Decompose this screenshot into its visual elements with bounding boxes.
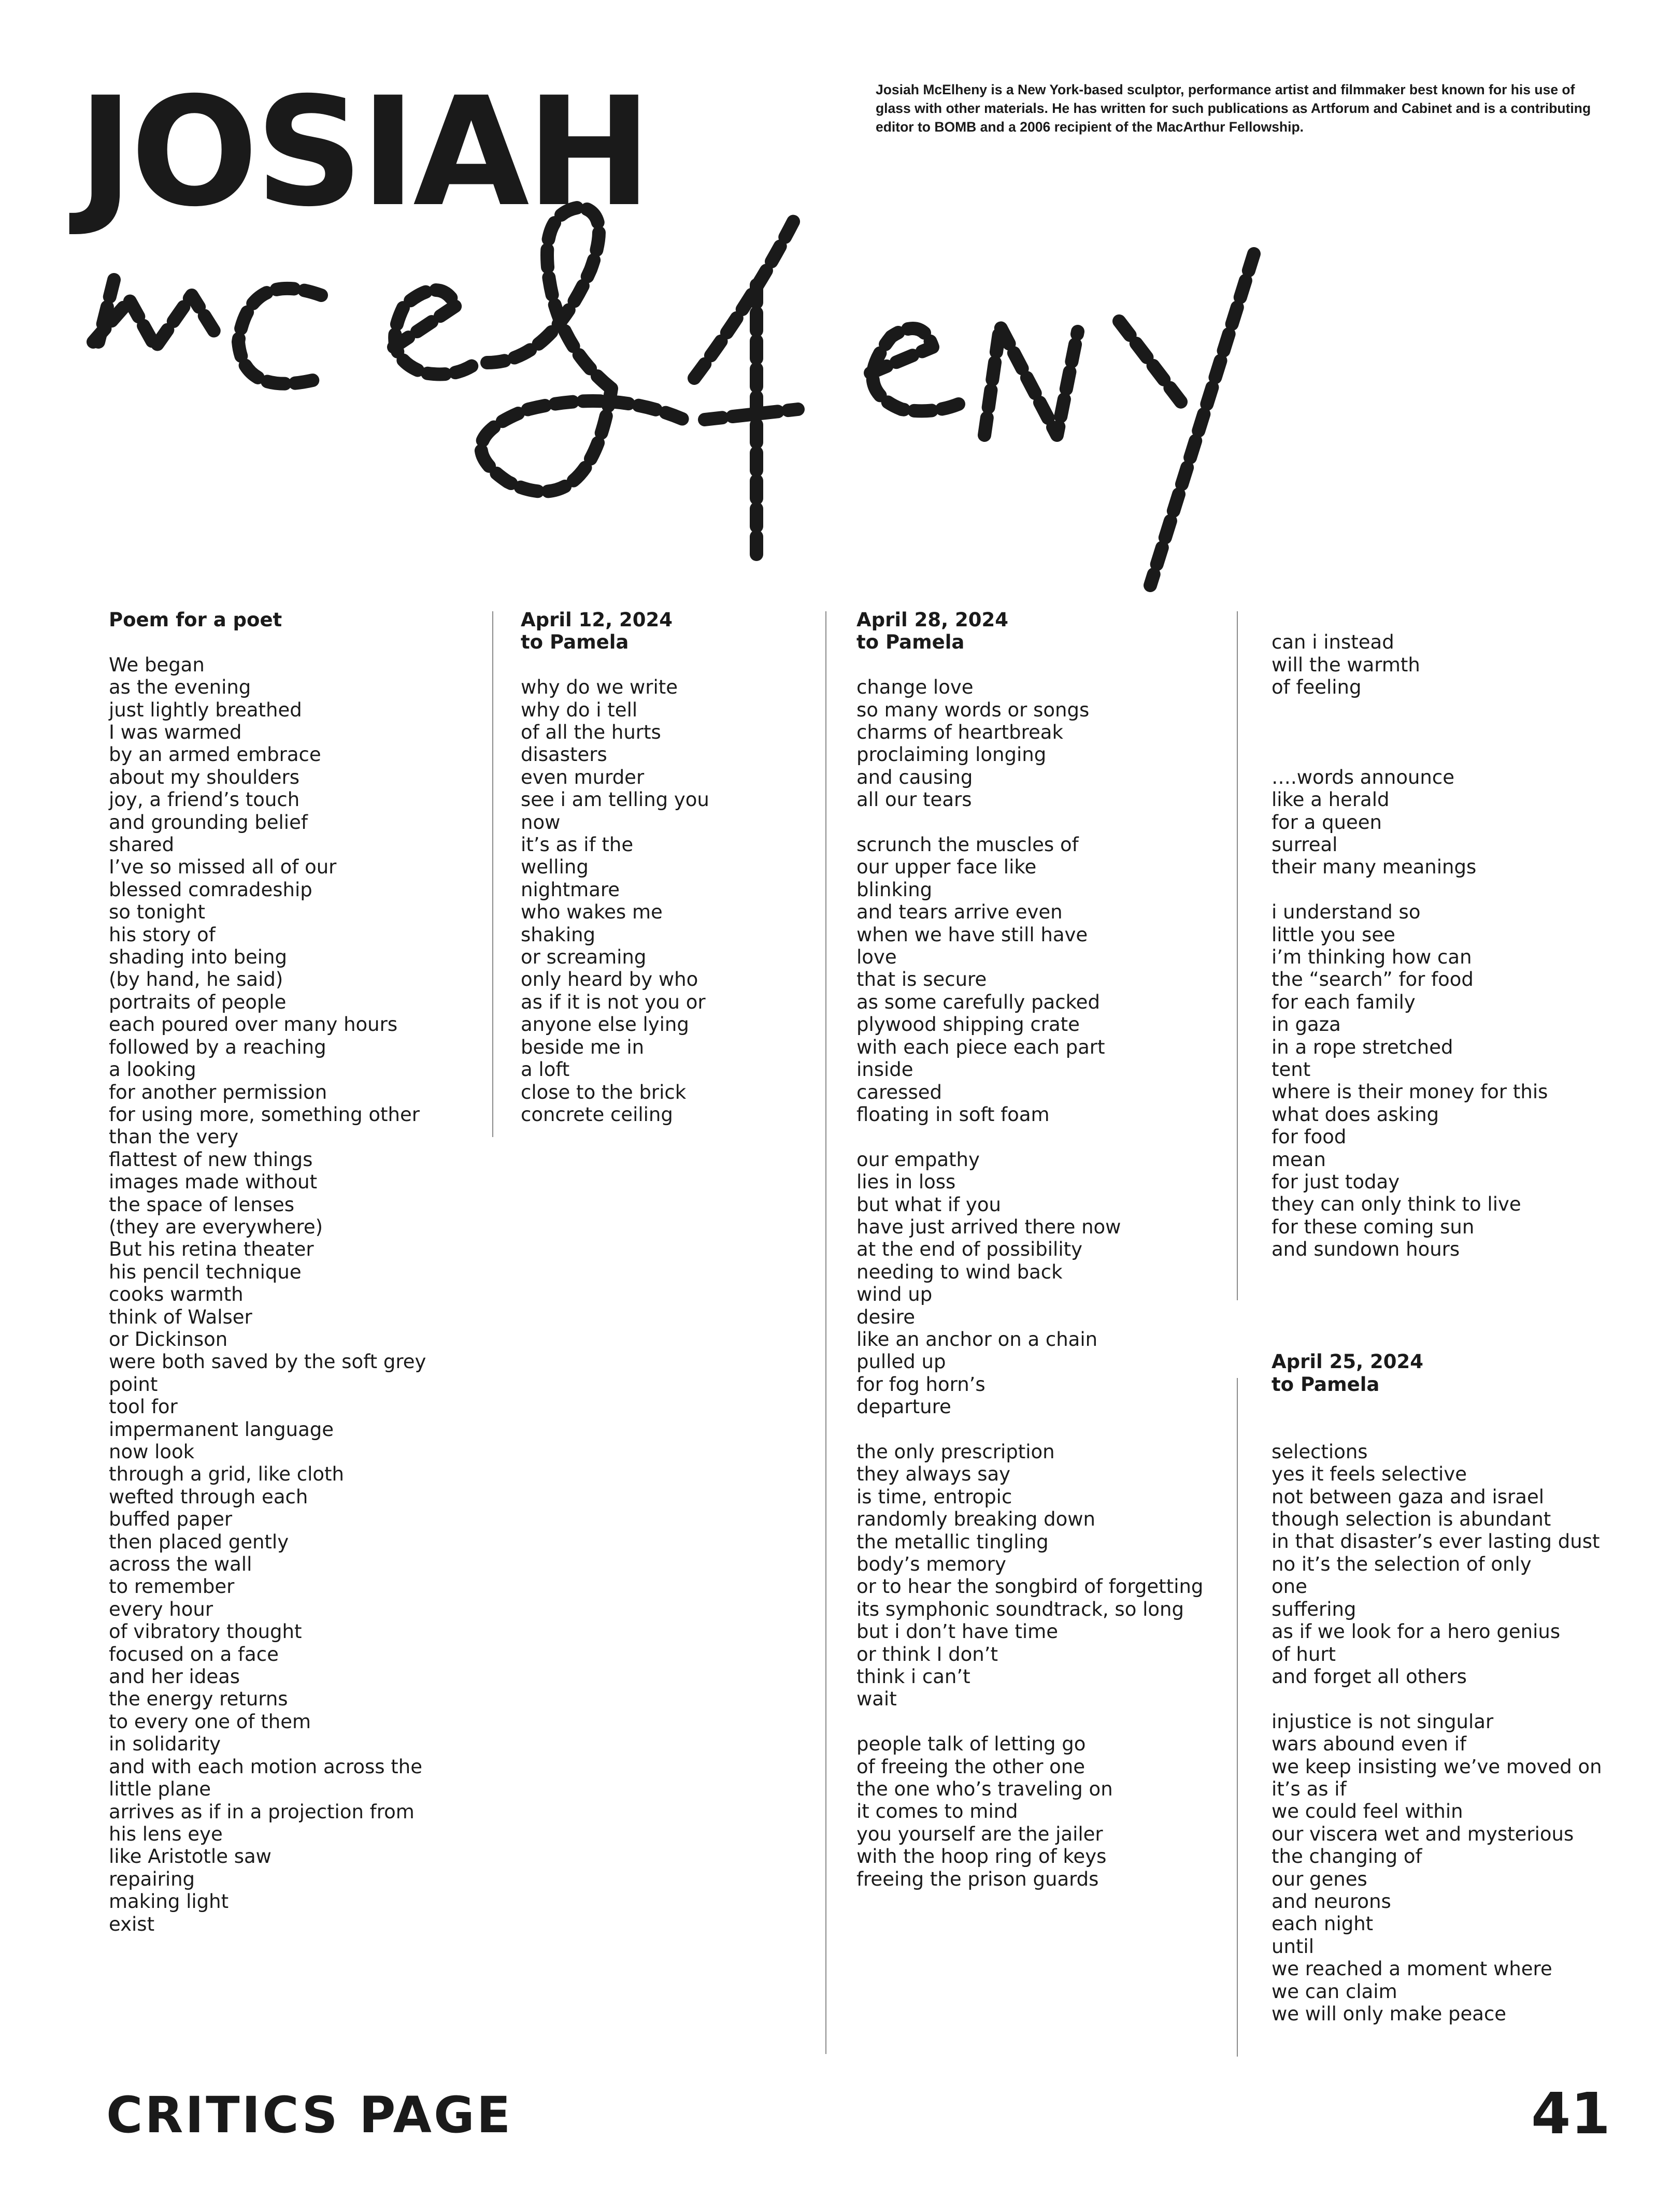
- column-divider: [1237, 1378, 1238, 2057]
- poem-stanza: people talk of letting go of freeing the other one the one who’s traveling on it comes to mind you yourself are the jailer with the hoop ring of keys freeing the prison guards: [856, 1733, 1113, 1890]
- poem-stanza: injustice is not singular wars abound even if we keep insisting we’ve moved on it’s as if we could feel within our viscera wet and mysterious the changing of our genes and neurons each night until we reached a moment where we can claim we will only make peace: [1272, 1710, 1602, 2025]
- poem-recipient: to Pamela: [1272, 1373, 1380, 1396]
- poem-stanza: change love so many words or songs charms of heartbreak proclaiming longing and causing all our tears: [856, 676, 1090, 811]
- poem-recipient: to Pamela: [521, 631, 629, 654]
- poem-title: Poem for a poet: [109, 609, 282, 631]
- poem-stanza: i understand so little you see i’m thinking how can the “search” for food for each family in gaza in a rope stretched tent where is their money for this what does asking for food mean for just today they can only think to live for these coming sun and sundown hours: [1272, 901, 1548, 1261]
- poem-stanza: our empathy lies in loss but what if you have just arrived there now at the end of possibility needing to wind back wind up desire like an anchor on a chain pulled up for fog horn’s departure: [856, 1148, 1121, 1418]
- poem-date: April 12, 2024: [521, 609, 673, 631]
- page-number: 41: [1531, 2080, 1611, 2147]
- artist-first-name: JOSIAH: [78, 65, 649, 240]
- poem-stanza: the only prescription they always say is time, entropic randomly breaking down the metallic tingling body’s memory or to hear the songbird of forgetting its symphonic soundtrack, so long but i don’t have time or think I don’t think i can’t wait: [856, 1440, 1204, 1711]
- column-divider: [825, 611, 826, 2054]
- poem-date: April 28, 2024: [856, 609, 1009, 631]
- poem-stanza: ….words announce like a herald for a queen surreal their many meanings: [1272, 766, 1477, 879]
- poem-recipient: to Pamela: [856, 631, 965, 654]
- poem-stanza: selections yes it feels selective not between gaza and israel though selection is abundant in that disaster’s ever lasting dust no it’s the selection of only one suffering as if we look for a hero genius of hurt and forget all others: [1272, 1440, 1600, 1688]
- poem-continuations: [1272, 609, 1655, 2025]
- artist-surname-signature: [83, 192, 1409, 596]
- poem-date: April 25, 2024: [1272, 1351, 1424, 1373]
- column-divider: [1237, 611, 1238, 1300]
- poem-april-12: [521, 609, 811, 1126]
- poem-for-a-poet: [109, 609, 503, 1935]
- poem-april-28: [856, 609, 1230, 1890]
- poem-stanza: scrunch the muscles of our upper face like blinking and tears arrive even when we have still have love that is secure as some carefully packed plywood shipping crate with each piece each part inside caressed floating in soft foam: [856, 834, 1105, 1126]
- section-label: CRITICS PAGE: [106, 2086, 513, 2144]
- poem-body: why do we write why do i tell of all the hurts disasters even murder see i am telling you now it’s as if the welling nightmare who wakes me shaking or screaming only heard by who as if it is not you or anyone else lying beside me in a loft close to the brick concrete ceiling: [521, 676, 709, 1126]
- artist-bio: Josiah McElheny is a New York-based sculptor, performance artist and filmmaker best known for his use of glass with other materials. He has written for such publications as Artforum and Cabinet and is a contributing editor to BOMB and a 2006 recipient of the MacArthur Fellowship.: [876, 82, 1591, 135]
- poem-body: We began as the evening just lightly breathed I was warmed by an armed embrace about my shoulders joy, a friend’s touch and grounding belief shared I’ve so missed all of our blessed comradeship so tonight his story of shading into being (by hand, he said) portraits of people each poured over many hours followed by a reaching a looking for another permission for using more, something other than the very flattest of new things images made without the space of lenses (they are everywhere) But his retina theater his pencil technique cooks warmth think of Walser or Dickinson were both saved by the soft grey point tool for impermanent language now look through a grid, like cloth wefted through each buffed paper then placed gently across the wall to remember every hour of vibratory thought focused on a face and her ideas the energy returns to every one of them in solidarity and with each motion across the little plane arrives as if in a projection from his lens eye like Aristotle saw repairing making light exist: [109, 653, 426, 1935]
- poem-stanza: can i instead will the warmth of feeling: [1272, 631, 1420, 699]
